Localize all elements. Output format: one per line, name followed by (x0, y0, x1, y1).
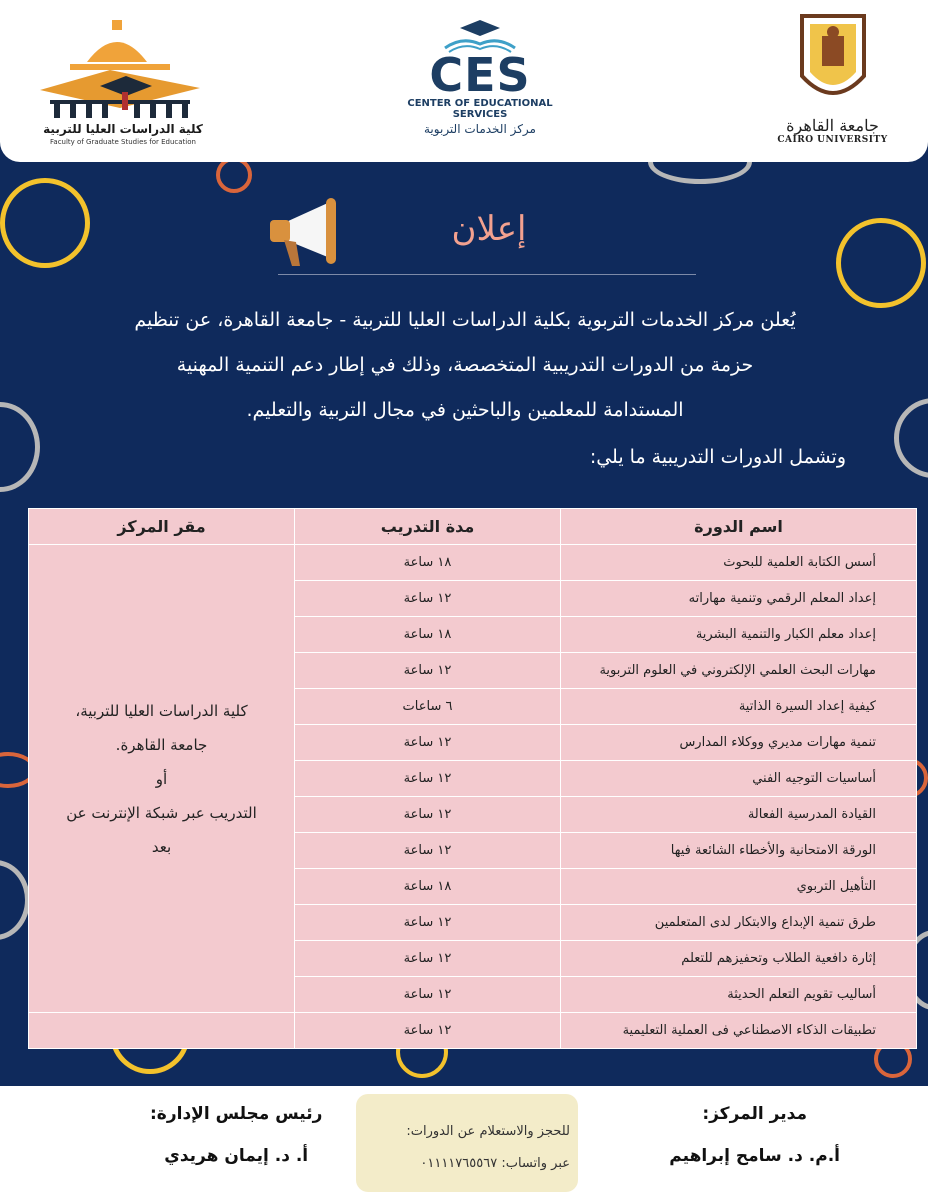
course-name: إعداد المعلم الرقمي وتنمية مهاراته (561, 581, 917, 617)
table-row (29, 545, 917, 581)
location-line: أو (155, 769, 168, 788)
course-duration: ١٢ ساعة (295, 977, 561, 1013)
location-cell (29, 545, 295, 1013)
course-duration: ١٢ ساعة (295, 725, 561, 761)
course-duration: ١٨ ساعة (295, 545, 561, 581)
phone-number[interactable]: ٠١١١١٧٦٥٥٦٧ (420, 1156, 498, 1171)
header-location: مقر المركز (29, 509, 295, 545)
table-row (29, 1013, 917, 1049)
course-duration: ١٢ ساعة (295, 1013, 561, 1049)
ces-english-2: SERVICES (452, 109, 508, 120)
header (0, 0, 928, 162)
contact-line: للحجز والاستعلام عن الدورات: (406, 1124, 570, 1139)
ces-arabic: مركز الخدمات التربوية (424, 122, 536, 136)
decor-ring (0, 178, 90, 268)
course-duration: ١٢ ساعة (295, 581, 561, 617)
course-name: أسس الكتابة العلمية للبحوث (561, 545, 917, 581)
course-name: تطبيقات الذكاء الاصطناعي فى العملية التعليمية (561, 1013, 917, 1049)
decor-ring (836, 218, 926, 308)
director-block (669, 1104, 840, 1166)
cairo-arabic: جامعة القاهرة (786, 116, 879, 135)
ces-abbr: CES (429, 48, 531, 102)
intro-line: يُعلن مركز الخدمات التربوية بكلية الدراسات العليا للتربية - جامعة القاهرة، عن تنظيم (134, 309, 796, 331)
courses-table (28, 508, 916, 1049)
cairo-english: CAIRO UNIVERSITY (777, 135, 888, 145)
location-line: بعد (151, 837, 172, 856)
ces-english-1: CENTER OF EDUCATIONAL (407, 98, 553, 109)
chairman-block (150, 1104, 322, 1166)
course-name: طرق تنمية الإبداع والابتكار لدى المتعلمين (561, 905, 917, 941)
director-name: أ.م. د. سامح إبراهيم (669, 1146, 840, 1166)
faculty-logo-english: Faculty of Graduate Studies for Education (50, 138, 196, 146)
course-name: أساليب تقويم التعلم الحديثة (561, 977, 917, 1013)
course-duration: ١٨ ساعة (295, 869, 561, 905)
decor-ring (216, 157, 252, 193)
course-duration: ١٢ ساعة (295, 833, 561, 869)
decor-ring (0, 402, 40, 492)
course-name: إثارة دافعية الطلاب وتحفيزهم للتعلم (561, 941, 917, 977)
course-name: مهارات البحث العلمي الإلكتروني في العلوم التربوية (561, 653, 917, 689)
faculty-logo (30, 12, 210, 152)
header-duration: مدة التدريب (295, 509, 561, 545)
course-duration: ١٢ ساعة (295, 761, 561, 797)
course-name: القيادة المدرسية الفعالة (561, 797, 917, 833)
location-empty-cell (29, 1013, 295, 1049)
course-duration: ١٢ ساعة (295, 905, 561, 941)
course-name: تنمية مهارات مديري ووكلاء المدارس (561, 725, 917, 761)
course-name: الورقة الامتحانية والأخطاء الشائعة فيها (561, 833, 917, 869)
table-header-row (29, 509, 917, 545)
course-name: التأهيل التربوي (561, 869, 917, 905)
book-cap-icon (435, 14, 525, 54)
faculty-logo-arabic: كلية الدراسات العليا للتربية (43, 122, 203, 136)
megaphone-icon (266, 196, 350, 270)
location-line: كلية الدراسات العليا للتربية، (75, 701, 248, 720)
intro-line: المستدامة للمعلمين والباحثين في مجال التربية والتعليم. (246, 399, 684, 421)
contact-whatsapp (420, 1156, 570, 1171)
course-name: إعداد معلم الكبار والتنمية البشرية (561, 617, 917, 653)
announcement-title (418, 198, 560, 260)
course-name: أساسيات التوجيه الفني (561, 761, 917, 797)
title-divider (278, 274, 696, 275)
header-course: اسم الدورة (561, 509, 917, 545)
course-duration: ١٢ ساعة (295, 797, 561, 833)
whatsapp-label: عبر واتساب: (501, 1156, 570, 1171)
courses-subhead: وتشمل الدورات التدريبية ما يلي: (589, 446, 846, 468)
intro-paragraph (70, 298, 860, 433)
cairo-university-logo (765, 14, 900, 154)
course-duration: ١٨ ساعة (295, 617, 561, 653)
contact-box (356, 1094, 578, 1192)
director-title: مدير المركز: (702, 1104, 807, 1124)
intro-line: حزمة من الدورات التدريبية المتخصصة، وذلك في إطار دعم التنمية المهنية (176, 354, 754, 376)
course-duration: ٦ ساعات (295, 689, 561, 725)
course-duration: ١٢ ساعة (295, 941, 561, 977)
chairman-name: أ. د. إيمان هريدي (164, 1146, 309, 1166)
ces-logo (395, 8, 565, 156)
location-line: جامعة القاهرة. (115, 735, 208, 754)
location-line: التدريب عبر شبكة الإنترنت عن (66, 803, 257, 822)
decor-ring (0, 860, 30, 940)
chairman-title: رئيس مجلس الإدارة: (150, 1104, 323, 1124)
title-text: إعلان (451, 209, 527, 249)
cairo-emblem-icon (798, 14, 868, 108)
course-duration: ١٢ ساعة (295, 653, 561, 689)
course-name: كيفية إعداد السيرة الذاتية (561, 689, 917, 725)
decor-ring (894, 398, 928, 478)
faculty-dome-icon (30, 12, 210, 122)
